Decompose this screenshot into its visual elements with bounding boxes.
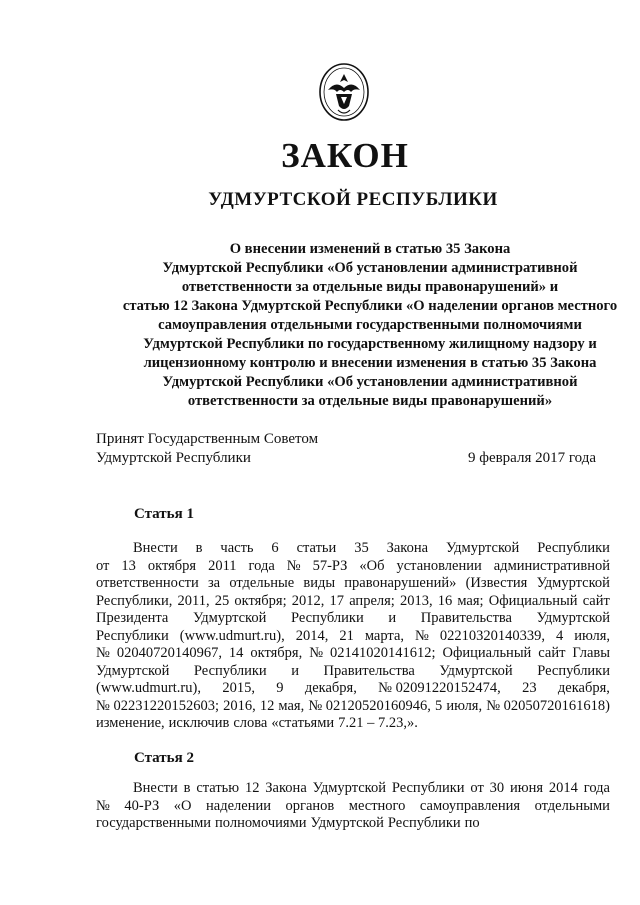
text-line: [96, 798, 610, 816]
word: 02210320140339,: [439, 627, 545, 644]
word: в: [195, 540, 203, 556]
word: «О: [173, 797, 192, 814]
word: декабря,: [304, 680, 357, 696]
word: Закона: [265, 780, 307, 796]
coat-of-arms-emblem: [318, 62, 370, 122]
word: Республики,: [96, 592, 173, 609]
word: Республики: [96, 627, 169, 644]
word: часть: [220, 540, 254, 556]
word: полномочиями: [215, 815, 307, 831]
word: 5: [435, 697, 443, 714]
word: №: [286, 557, 301, 574]
word: Внести: [133, 780, 178, 796]
word: статьи: [296, 540, 337, 556]
word: исключив: [168, 715, 230, 731]
law-heading: [80, 240, 640, 411]
word: Республики: [193, 662, 267, 679]
text-line: [96, 663, 610, 681]
word: № 02120520160946,: [308, 697, 431, 714]
word: 6: [271, 540, 279, 556]
document-title: ЗАКОН: [281, 136, 409, 175]
word: Внести: [133, 540, 178, 556]
word: №: [309, 645, 324, 661]
word: №: [415, 627, 429, 644]
word: 14: [228, 645, 244, 661]
word: 40-РЗ: [124, 797, 160, 814]
word: административной: [493, 557, 610, 574]
text-line: [96, 815, 610, 833]
word: от: [96, 557, 110, 574]
word: 9: [276, 680, 284, 696]
word: №: [96, 797, 110, 814]
word: Республики: [387, 815, 461, 831]
word: «Об: [359, 557, 385, 574]
word: 21: [339, 627, 354, 644]
word: местного: [348, 797, 406, 814]
word: 2014,: [295, 627, 329, 644]
heading-line: О внесении изменений в статью 35 Закона: [229, 241, 511, 257]
word: Республики: [391, 780, 465, 796]
word: самоуправления: [419, 797, 521, 814]
text-line: [96, 575, 610, 593]
word: наделении: [206, 797, 271, 814]
text-line: [96, 628, 610, 646]
word: органов: [285, 797, 335, 814]
word: Удмуртской: [312, 780, 386, 796]
word: 35: [354, 540, 369, 556]
word: 12: [244, 780, 260, 796]
word: октября;: [234, 592, 287, 609]
word: 23: [522, 680, 537, 696]
word: сайт: [582, 592, 610, 609]
word: (www.udmurt.ru),: [179, 627, 285, 644]
adopted-by-line1: Принят Государственным Советом: [96, 431, 319, 447]
word: 2016,: [223, 697, 256, 714]
text-line: [96, 593, 610, 611]
document-subtitle: УДМУРТСКОЙ РЕСПУБЛИКИ: [208, 189, 498, 210]
article-1-title: Статья 1: [134, 506, 194, 522]
word: апреля;: [349, 592, 395, 609]
word: 7.21 – 7.23,».: [338, 715, 418, 731]
word: Республики: [290, 610, 364, 626]
word: 2012,: [291, 592, 325, 609]
word: № 02050720161618): [486, 697, 610, 714]
word: 30: [489, 780, 505, 796]
word: июня: [510, 780, 544, 796]
word: Официальный: [442, 645, 532, 661]
word: 16: [437, 592, 453, 609]
article-1-text: [96, 540, 610, 733]
heading-line: ответственности за отдельные виды правонарушений»: [187, 393, 553, 409]
word: 2011: [208, 557, 237, 574]
word: от: [470, 780, 484, 796]
text-line: [96, 645, 610, 663]
heading-line: ответственности за отдельные виды правонарушений» и: [181, 279, 559, 295]
word: статью: [196, 780, 240, 796]
article-2-text: [96, 780, 610, 833]
word: по: [464, 815, 480, 831]
article-2-title: Статья 2: [134, 750, 194, 766]
text-line: [96, 540, 610, 558]
word: Президента: [96, 610, 169, 626]
word: (Известия: [465, 575, 528, 591]
text-line: [96, 780, 610, 798]
heading-line: Удмуртской Республики «Об установлении административной: [162, 260, 578, 276]
word: Официальный: [488, 592, 578, 609]
word: Удмуртской: [192, 610, 267, 626]
word: 13: [121, 557, 136, 574]
word: 12: [259, 697, 275, 714]
word: 2014: [548, 780, 578, 796]
word: 02040720140967,: [116, 645, 222, 661]
word: №: [96, 645, 110, 661]
text-line: [96, 698, 610, 716]
word: Главы: [572, 645, 610, 661]
text-line: [96, 680, 610, 698]
word: Закона: [386, 540, 429, 556]
word: «статьями: [271, 715, 335, 731]
word: Удмуртской: [310, 815, 384, 831]
word: за: [207, 575, 221, 591]
text-line: [96, 715, 610, 733]
word: 2015,: [222, 680, 255, 696]
word: государственными: [96, 815, 212, 831]
word: Удмуртской: [536, 610, 610, 626]
word: Удмуртской: [96, 662, 170, 679]
word: июля,: [574, 627, 610, 644]
word: виды: [303, 575, 336, 591]
word: Республики: [537, 662, 610, 679]
heading-line: самоуправления отдельными государственными полномочиями: [158, 317, 582, 333]
word: 02141020141612;: [330, 645, 436, 661]
word: октября,: [250, 645, 303, 661]
word: изменение,: [96, 715, 165, 731]
adopted-by-line2: Удмуртской Республики: [96, 450, 251, 466]
word: года: [583, 780, 610, 796]
adoption-date: 9 февраля 2017 года: [467, 450, 596, 466]
text-line: [96, 610, 610, 628]
word: в: [183, 780, 191, 796]
word: Правительства: [420, 610, 512, 626]
heading-line: Удмуртской Республики «Об установлении административной: [162, 374, 578, 390]
word: правонарушений»: [344, 575, 457, 591]
word: 17: [329, 592, 345, 609]
word: и: [291, 662, 299, 679]
word: № 02091220152474,: [378, 680, 501, 696]
word: мая;: [457, 592, 484, 609]
word: отдельные: [229, 575, 295, 591]
word: и: [388, 610, 397, 626]
heading-line: статью 12 Закона Удмуртской Республики «О наделении органов местного: [122, 298, 618, 314]
word: мая,: [278, 697, 305, 714]
word: 2011,: [177, 592, 210, 609]
adoption-block: [96, 430, 596, 468]
word: октября: [147, 557, 197, 574]
word: Удмуртской: [445, 540, 520, 556]
word: Правительства: [323, 662, 415, 679]
word: года: [248, 557, 275, 574]
heading-line: Удмуртской Республики по государственному жилищному надзору и: [143, 336, 597, 352]
text-line: [96, 558, 610, 576]
word: Удмуртской: [439, 662, 513, 679]
word: отдельными: [534, 797, 610, 814]
word: 25: [214, 592, 230, 609]
word: июля,: [446, 697, 483, 714]
word: установлении: [396, 557, 482, 574]
word: (www.udmurt.ru),: [96, 680, 201, 696]
word: Республики: [537, 540, 610, 556]
heading-line: лицензионному контролю и внесении изменения в статью 35 Закона: [143, 355, 597, 371]
word: сайт: [538, 645, 566, 661]
word: слова: [233, 715, 268, 731]
word: декабря,: [557, 680, 610, 696]
word: ответственности: [96, 575, 199, 591]
word: № 02231220152603;: [96, 697, 219, 714]
word: Удмуртской: [536, 575, 610, 591]
word: марта,: [364, 627, 405, 644]
word: 57-РЗ: [312, 557, 348, 574]
word: 2013,: [399, 592, 433, 609]
word: 4: [555, 627, 564, 644]
